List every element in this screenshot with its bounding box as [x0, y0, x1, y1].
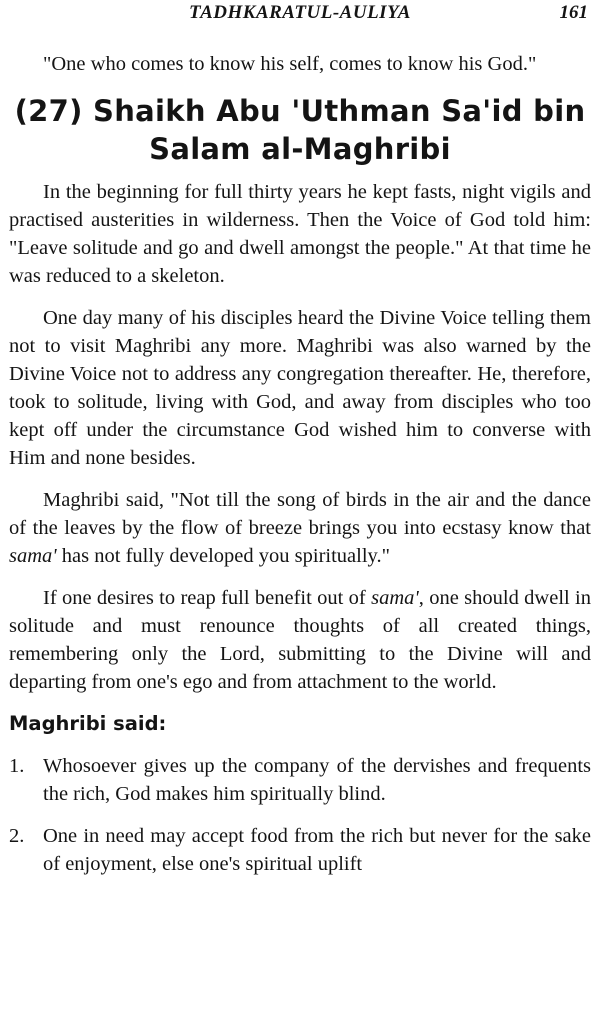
- page-number: 161: [559, 2, 588, 23]
- running-title: TADHKARATUL-AULIYA: [189, 2, 411, 23]
- list-item-number: 2.: [9, 825, 25, 847]
- list-item-text: One in need may accept food from the rich but never for the sake of enjoyment, else one's spiritual uplift: [43, 825, 591, 875]
- opening-quote: "One who comes to know his self, comes to know his God.": [43, 53, 537, 75]
- list-item: [9, 752, 591, 808]
- running-head: [0, 2, 600, 28]
- paragraph-4-text-start: If one desires to reap full benefit out of: [43, 587, 372, 609]
- paragraph-3-text-start: Maghribi said, "Not till the song of birds in the air and the dance of the leaves by the flow of breeze brings you into ecstasy know that: [9, 489, 591, 539]
- paragraph-4-text-end: , one should dwell in solitude and must renounce thoughts of all created things, remembering only the Lord, submitting to the Divine will and departing from one's ego and from attachment to the world.: [9, 587, 591, 693]
- chapter-heading-line-2: Salam al-Maghribi: [149, 132, 451, 166]
- subheading: Maghribi said:: [9, 712, 167, 735]
- paragraph-3: [9, 486, 591, 570]
- body-text: [9, 50, 591, 892]
- list-item-number: 1.: [9, 755, 25, 777]
- list-item-text: Whosoever gives up the company of the dervishes and frequents the rich, God makes him spiritually blind.: [43, 755, 591, 805]
- paragraph-2: One day many of his disciples heard the Divine Voice telling them not to visit Maghribi any more. Maghribi was also warned by the Divine Voice not to address any congregation thereafter. He, therefore, took to solitude, living with God, and away from disciples who too kept off under the circumstance God wished him to converse with Him and none besides.: [9, 307, 591, 469]
- paragraph-1: In the beginning for full thirty years he kept fasts, night vigils and practised austerities in wilderness. Then the Voice of God told him: "Leave solitude and go and dwell amongst the people." At that time he was reduced to a skeleton.: [9, 181, 591, 287]
- chapter-heading-line-1: (27) Shaikh Abu 'Uthman Sa'id bin: [14, 94, 586, 128]
- chapter-heading: [9, 92, 591, 168]
- list-item: [9, 822, 591, 878]
- paragraph-3-text-end: has not fully developed you spiritually.": [56, 545, 390, 567]
- paragraph-4-italic-term: sama': [371, 587, 419, 609]
- paragraph-3-italic-term: sama': [9, 545, 57, 567]
- paragraph-4: [9, 584, 591, 696]
